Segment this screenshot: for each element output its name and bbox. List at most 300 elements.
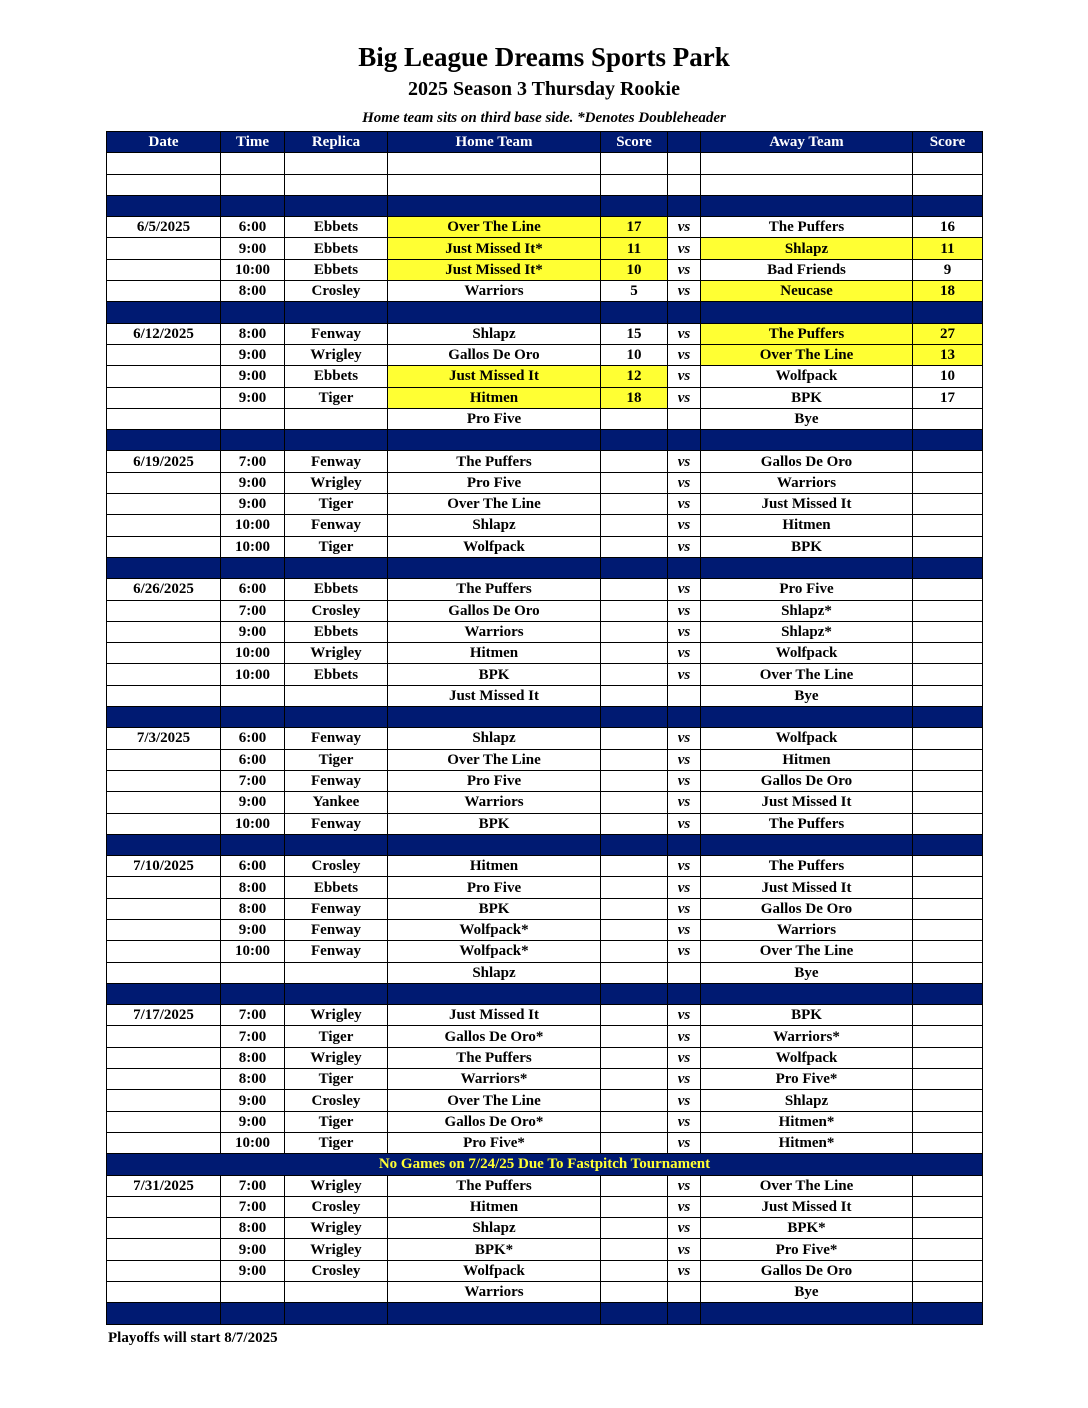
away-team-cell: The Puffers: [701, 217, 913, 238]
date-cell: 6/12/2025: [107, 323, 221, 344]
vs-cell: vs: [668, 664, 701, 685]
week-separator-row: [107, 983, 983, 1004]
time-cell: 10:00: [221, 515, 285, 536]
home-score-cell: [601, 1005, 668, 1026]
away-score-cell: [913, 1196, 983, 1217]
date-cell: 7/3/2025: [107, 728, 221, 749]
replica-cell: [285, 1282, 388, 1303]
vs-cell: [668, 685, 701, 706]
separator-cell: [701, 1303, 913, 1324]
separator-cell: [107, 195, 221, 216]
home-score-cell: 15: [601, 323, 668, 344]
away-score-cell: [913, 749, 983, 770]
vs-cell: vs: [668, 344, 701, 365]
home-score-cell: [601, 941, 668, 962]
separator-cell: [601, 430, 668, 451]
home-team-cell: The Puffers: [388, 1047, 601, 1068]
blank-cell: [221, 174, 285, 195]
time-cell: [221, 408, 285, 429]
home-score-cell: [601, 1218, 668, 1239]
vs-cell: vs: [668, 1132, 701, 1153]
away-team-cell: The Puffers: [701, 323, 913, 344]
vs-cell: vs: [668, 770, 701, 791]
replica-cell: Crosley: [285, 856, 388, 877]
separator-cell: [668, 834, 701, 855]
game-row: [107, 600, 983, 621]
vs-cell: [668, 962, 701, 983]
replica-cell: Yankee: [285, 792, 388, 813]
week-separator-row: [107, 834, 983, 855]
home-team-cell: Pro Five: [388, 770, 601, 791]
vs-cell: [668, 1282, 701, 1303]
separator-cell: [668, 195, 701, 216]
away-team-cell: Neucase: [701, 281, 913, 302]
time-cell: 9:00: [221, 344, 285, 365]
away-team-cell: Gallos De Oro: [701, 1260, 913, 1281]
home-team-cell: Over The Line: [388, 749, 601, 770]
home-score-cell: [601, 898, 668, 919]
time-cell: 10:00: [221, 536, 285, 557]
separator-cell: [701, 557, 913, 578]
separator-cell: [601, 557, 668, 578]
game-row: [107, 941, 983, 962]
home-team-cell: Gallos De Oro: [388, 344, 601, 365]
away-team-cell: Just Missed It: [701, 494, 913, 515]
separator-cell: [388, 557, 601, 578]
away-score-cell: [913, 1239, 983, 1260]
replica-cell: Wrigley: [285, 344, 388, 365]
replica-cell: Crosley: [285, 1260, 388, 1281]
date-cell: [107, 515, 221, 536]
separator-cell: [701, 302, 913, 323]
game-row: [107, 217, 983, 238]
replica-cell: Fenway: [285, 515, 388, 536]
away-team-cell: Pro Five*: [701, 1239, 913, 1260]
replica-cell: Wrigley: [285, 643, 388, 664]
vs-cell: vs: [668, 856, 701, 877]
date-cell: [107, 685, 221, 706]
home-score-cell: [601, 813, 668, 834]
replica-cell: Crosley: [285, 281, 388, 302]
vs-cell: vs: [668, 749, 701, 770]
time-cell: 9:00: [221, 472, 285, 493]
date-cell: [107, 600, 221, 621]
time-cell: 10:00: [221, 664, 285, 685]
home-team-cell: Pro Five*: [388, 1132, 601, 1153]
separator-cell: [601, 195, 668, 216]
time-cell: 10:00: [221, 643, 285, 664]
home-team-cell: Wolfpack*: [388, 941, 601, 962]
home-team-cell: Hitmen: [388, 387, 601, 408]
replica-cell: Ebbets: [285, 621, 388, 642]
replica-cell: Crosley: [285, 1090, 388, 1111]
separator-cell: [221, 302, 285, 323]
separator-cell: [913, 1303, 983, 1324]
separator-cell: [107, 707, 221, 728]
home-score-cell: [601, 792, 668, 813]
time-cell: 7:00: [221, 770, 285, 791]
game-row: [107, 1069, 983, 1090]
replica-cell: Tiger: [285, 1111, 388, 1132]
home-team-cell: Pro Five: [388, 877, 601, 898]
away-score-cell: [913, 728, 983, 749]
replica-cell: Ebbets: [285, 366, 388, 387]
game-row: [107, 259, 983, 280]
away-score-cell: [913, 1005, 983, 1026]
date-cell: [107, 664, 221, 685]
date-cell: [107, 1260, 221, 1281]
blank-cell: [388, 174, 601, 195]
game-row: [107, 749, 983, 770]
vs-cell: vs: [668, 323, 701, 344]
col-vs: [668, 132, 701, 153]
home-team-cell: Gallos De Oro*: [388, 1111, 601, 1132]
away-team-cell: Hitmen: [701, 515, 913, 536]
time-cell: 6:00: [221, 749, 285, 770]
game-row: [107, 323, 983, 344]
replica-cell: Fenway: [285, 770, 388, 791]
vs-cell: [668, 408, 701, 429]
home-team-cell: Over The Line: [388, 494, 601, 515]
away-team-cell: Shlapz*: [701, 600, 913, 621]
home-team-cell: Just Missed It*: [388, 259, 601, 280]
away-team-cell: Bye: [701, 1282, 913, 1303]
away-team-cell: Warriors: [701, 919, 913, 940]
separator-cell: [913, 302, 983, 323]
replica-cell: Tiger: [285, 1026, 388, 1047]
game-row: [107, 1111, 983, 1132]
home-score-cell: 10: [601, 344, 668, 365]
home-team-cell: Pro Five: [388, 408, 601, 429]
away-team-cell: Shlapz: [701, 238, 913, 259]
vs-cell: vs: [668, 1026, 701, 1047]
vs-cell: vs: [668, 238, 701, 259]
separator-cell: [221, 195, 285, 216]
replica-cell: Tiger: [285, 1069, 388, 1090]
away-score-cell: 10: [913, 366, 983, 387]
home-score-cell: [601, 515, 668, 536]
vs-cell: vs: [668, 792, 701, 813]
home-team-cell: Hitmen: [388, 856, 601, 877]
separator-cell: [285, 195, 388, 216]
replica-cell: Wrigley: [285, 1047, 388, 1068]
date-cell: [107, 387, 221, 408]
time-cell: 9:00: [221, 238, 285, 259]
separator-cell: [107, 834, 221, 855]
header-row: [107, 132, 983, 153]
home-score-cell: [601, 1047, 668, 1068]
home-score-cell: [601, 408, 668, 429]
vs-cell: vs: [668, 600, 701, 621]
separator-cell: [388, 195, 601, 216]
time-cell: [221, 1282, 285, 1303]
home-score-cell: [601, 579, 668, 600]
separator-cell: [388, 1303, 601, 1324]
vs-cell: vs: [668, 1218, 701, 1239]
game-row: [107, 685, 983, 706]
away-team-cell: Wolfpack: [701, 643, 913, 664]
separator-cell: [601, 834, 668, 855]
away-team-cell: Hitmen*: [701, 1132, 913, 1153]
separator-cell: [601, 983, 668, 1004]
home-score-cell: [601, 919, 668, 940]
blank-cell: [107, 174, 221, 195]
separator-cell: [601, 1303, 668, 1324]
away-team-cell: Wolfpack: [701, 1047, 913, 1068]
time-cell: 9:00: [221, 1260, 285, 1281]
blank-cell: [913, 174, 983, 195]
separator-cell: [221, 557, 285, 578]
replica-cell: Tiger: [285, 387, 388, 408]
home-score-cell: [601, 1196, 668, 1217]
home-team-cell: BPK: [388, 898, 601, 919]
game-row: [107, 898, 983, 919]
separator-cell: [285, 430, 388, 451]
game-row: [107, 664, 983, 685]
away-team-cell: Pro Five: [701, 579, 913, 600]
replica-cell: Tiger: [285, 749, 388, 770]
home-score-cell: [601, 494, 668, 515]
separator-cell: [913, 983, 983, 1004]
away-score-cell: 11: [913, 238, 983, 259]
time-cell: 6:00: [221, 728, 285, 749]
time-cell: 7:00: [221, 1175, 285, 1196]
away-team-cell: Warriors*: [701, 1026, 913, 1047]
game-row: [107, 494, 983, 515]
away-score-cell: 13: [913, 344, 983, 365]
separator-cell: [388, 302, 601, 323]
away-score-cell: 27: [913, 323, 983, 344]
away-score-cell: [913, 962, 983, 983]
home-score-cell: [601, 728, 668, 749]
away-score-cell: [913, 877, 983, 898]
home-score-cell: [601, 1111, 668, 1132]
game-row: [107, 1282, 983, 1303]
replica-cell: Ebbets: [285, 259, 388, 280]
date-cell: 7/31/2025: [107, 1175, 221, 1196]
notice-row: [107, 1154, 983, 1175]
date-cell: [107, 813, 221, 834]
home-team-cell: Shlapz: [388, 1218, 601, 1239]
away-score-cell: [913, 1260, 983, 1281]
game-row: [107, 1047, 983, 1068]
replica-cell: Wrigley: [285, 1239, 388, 1260]
home-score-cell: [601, 1260, 668, 1281]
time-cell: 10:00: [221, 259, 285, 280]
away-team-cell: Bye: [701, 685, 913, 706]
separator-cell: [285, 557, 388, 578]
home-team-cell: Warriors: [388, 281, 601, 302]
game-row: [107, 643, 983, 664]
home-score-cell: [601, 1026, 668, 1047]
home-team-cell: Pro Five: [388, 472, 601, 493]
date-cell: 6/19/2025: [107, 451, 221, 472]
time-cell: 9:00: [221, 1239, 285, 1260]
vs-cell: vs: [668, 536, 701, 557]
home-score-cell: 18: [601, 387, 668, 408]
separator-cell: [701, 195, 913, 216]
away-score-cell: 9: [913, 259, 983, 280]
home-score-cell: [601, 1132, 668, 1153]
date-cell: [107, 1132, 221, 1153]
away-score-cell: [913, 1282, 983, 1303]
home-score-cell: [601, 451, 668, 472]
blank-cell: [601, 153, 668, 174]
home-team-cell: Shlapz: [388, 728, 601, 749]
away-score-cell: [913, 941, 983, 962]
home-team-cell: Wolfpack: [388, 536, 601, 557]
home-score-cell: [601, 1175, 668, 1196]
away-team-cell: Gallos De Oro: [701, 451, 913, 472]
vs-cell: vs: [668, 366, 701, 387]
blank-cell: [107, 153, 221, 174]
separator-cell: [107, 557, 221, 578]
schedule-body: [107, 153, 983, 1324]
game-row: [107, 536, 983, 557]
separator-cell: [913, 430, 983, 451]
separator-cell: [388, 430, 601, 451]
time-cell: 6:00: [221, 217, 285, 238]
separator-cell: [388, 707, 601, 728]
game-row: [107, 344, 983, 365]
home-score-cell: [601, 877, 668, 898]
separator-cell: [285, 302, 388, 323]
away-team-cell: BPK*: [701, 1218, 913, 1239]
away-team-cell: Shlapz: [701, 1090, 913, 1111]
replica-cell: Wrigley: [285, 1175, 388, 1196]
game-row: [107, 238, 983, 259]
vs-cell: vs: [668, 621, 701, 642]
col-away-score: Score: [913, 132, 983, 153]
home-team-cell: Over The Line: [388, 217, 601, 238]
game-row: [107, 515, 983, 536]
vs-cell: vs: [668, 1069, 701, 1090]
vs-cell: vs: [668, 1175, 701, 1196]
home-score-cell: 11: [601, 238, 668, 259]
away-team-cell: Bye: [701, 408, 913, 429]
replica-cell: Ebbets: [285, 579, 388, 600]
separator-cell: [388, 834, 601, 855]
away-score-cell: [913, 451, 983, 472]
blank-cell: [601, 174, 668, 195]
away-score-cell: [913, 770, 983, 791]
blank-cell: [701, 174, 913, 195]
separator-cell: [913, 195, 983, 216]
away-team-cell: Over The Line: [701, 664, 913, 685]
separator-cell: [388, 983, 601, 1004]
away-team-cell: BPK: [701, 536, 913, 557]
col-time: Time: [221, 132, 285, 153]
home-team-cell: BPK*: [388, 1239, 601, 1260]
vs-cell: vs: [668, 1239, 701, 1260]
separator-cell: [107, 430, 221, 451]
replica-cell: Crosley: [285, 1196, 388, 1217]
separator-cell: [701, 430, 913, 451]
separator-cell: [221, 834, 285, 855]
date-cell: [107, 238, 221, 259]
time-cell: 8:00: [221, 1069, 285, 1090]
date-cell: [107, 1218, 221, 1239]
schedule-table: [106, 131, 983, 1325]
separator-cell: [668, 430, 701, 451]
time-cell: [221, 962, 285, 983]
game-row: [107, 770, 983, 791]
away-team-cell: Shlapz*: [701, 621, 913, 642]
game-row: [107, 579, 983, 600]
game-row: [107, 451, 983, 472]
home-score-cell: [601, 962, 668, 983]
date-cell: [107, 792, 221, 813]
date-cell: [107, 877, 221, 898]
away-team-cell: BPK: [701, 387, 913, 408]
date-cell: [107, 621, 221, 642]
date-cell: 7/17/2025: [107, 1005, 221, 1026]
replica-cell: Wrigley: [285, 472, 388, 493]
vs-cell: vs: [668, 643, 701, 664]
vs-cell: vs: [668, 919, 701, 940]
time-cell: 9:00: [221, 387, 285, 408]
away-score-cell: [913, 813, 983, 834]
home-score-cell: [601, 643, 668, 664]
away-score-cell: [913, 579, 983, 600]
away-score-cell: [913, 472, 983, 493]
home-team-cell: Wolfpack: [388, 1260, 601, 1281]
date-cell: [107, 1196, 221, 1217]
away-team-cell: Gallos De Oro: [701, 770, 913, 791]
replica-cell: Ebbets: [285, 238, 388, 259]
away-team-cell: Pro Five*: [701, 1069, 913, 1090]
away-score-cell: [913, 898, 983, 919]
time-cell: 9:00: [221, 792, 285, 813]
separator-cell: [701, 983, 913, 1004]
away-score-cell: 17: [913, 387, 983, 408]
game-row: [107, 387, 983, 408]
replica-cell: Tiger: [285, 536, 388, 557]
date-cell: [107, 1111, 221, 1132]
home-score-cell: [601, 1282, 668, 1303]
home-team-cell: The Puffers: [388, 1175, 601, 1196]
game-row: [107, 877, 983, 898]
time-cell: 9:00: [221, 1090, 285, 1111]
away-team-cell: The Puffers: [701, 856, 913, 877]
replica-cell: Ebbets: [285, 664, 388, 685]
replica-cell: Ebbets: [285, 877, 388, 898]
page-title: Big League Dreams Sports Park: [358, 42, 730, 72]
date-cell: 6/26/2025: [107, 579, 221, 600]
away-score-cell: 18: [913, 281, 983, 302]
date-cell: [107, 344, 221, 365]
blank-cell: [701, 153, 913, 174]
home-score-cell: [601, 621, 668, 642]
col-away-team: Away Team: [701, 132, 913, 153]
vs-cell: vs: [668, 1005, 701, 1026]
time-cell: 7:00: [221, 1005, 285, 1026]
week-separator-row: [107, 1303, 983, 1324]
replica-cell: Wrigley: [285, 1005, 388, 1026]
home-team-cell: Warriors: [388, 1282, 601, 1303]
away-score-cell: [913, 408, 983, 429]
home-team-cell: The Puffers: [388, 451, 601, 472]
replica-cell: Fenway: [285, 941, 388, 962]
separator-cell: [913, 707, 983, 728]
replica-cell: Tiger: [285, 1132, 388, 1153]
away-score-cell: [913, 536, 983, 557]
home-team-cell: Shlapz: [388, 515, 601, 536]
col-replica: Replica: [285, 132, 388, 153]
replica-cell: Fenway: [285, 919, 388, 940]
away-score-cell: [913, 919, 983, 940]
date-cell: [107, 408, 221, 429]
